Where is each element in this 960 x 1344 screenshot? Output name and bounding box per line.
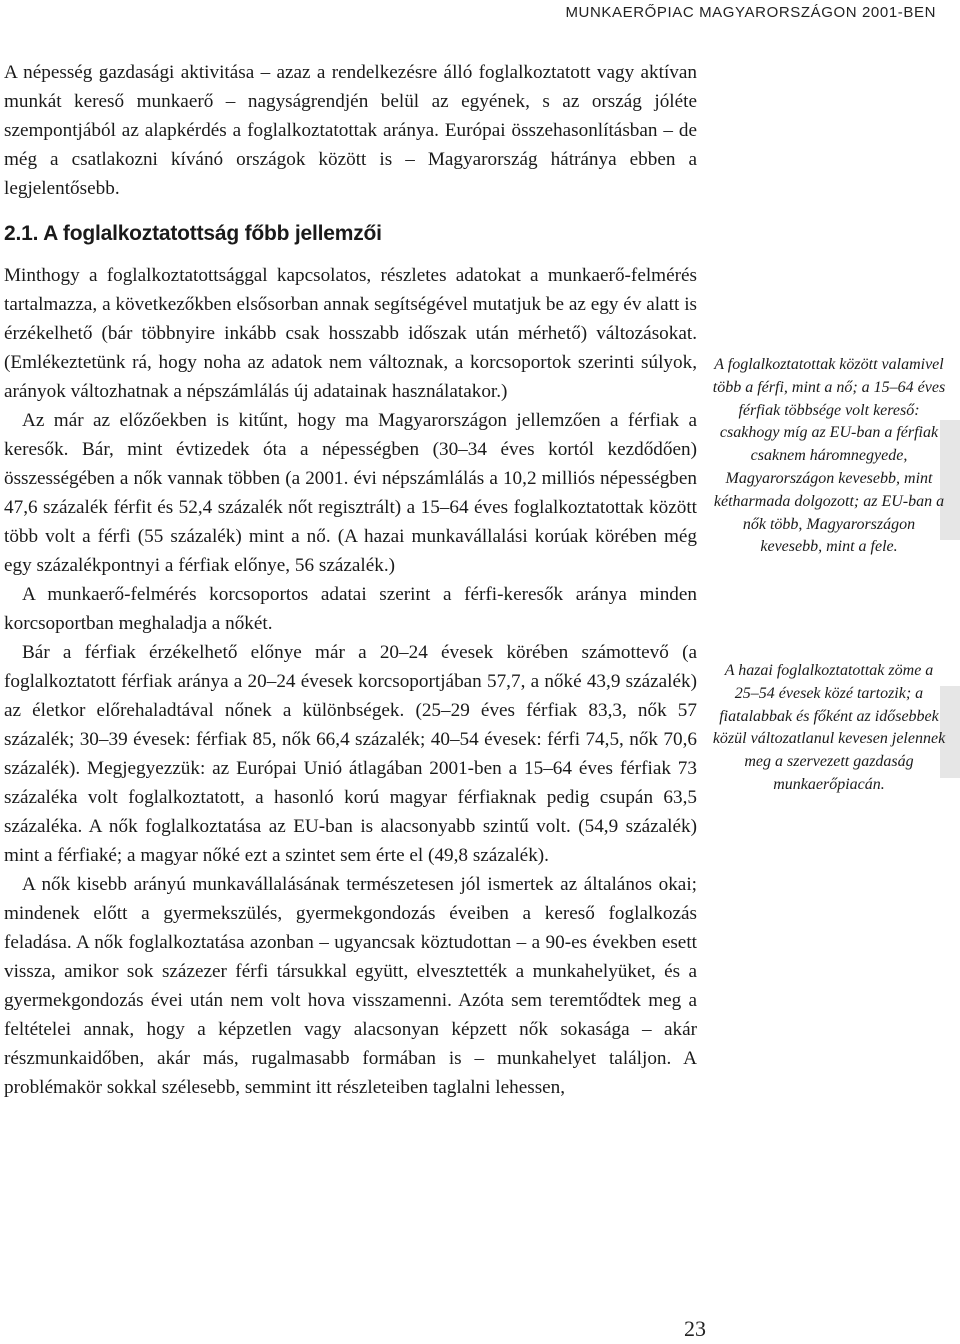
main-text-column <box>4 58 697 1102</box>
sidenote-2: A hazai foglalkoztatottak zöme a 25–54 évesek közé tartozik; a fiatalabbak és főként az idősebbek közül változatlanul kevesen jelennek meg a szervezett gazdaság munkaerőpiacán. <box>712 662 946 793</box>
section-heading: 2.1. A foglalkoztatottság főbb jellemzői <box>4 222 382 245</box>
page-number: 23 <box>684 1316 706 1341</box>
sidenote-1: A foglalkoztatottak között valamivel több a férfi, mint a nő; a 15–64 éves férfiak többsége volt kereső: csakhogy míg az EU-ban a férfiak csaknem háromnegyede, Magyarországon kevesebb, mint kétharmada dolgozott; az EU-ban a nők több, Magyarországon kevesebb, mint a fele. <box>712 356 946 556</box>
body-paragraph-5: A nők kisebb arányú munkavállalásának természetesen jól ismertek az általános okai; mindenek előtt a gyermekszülés, gyermekgondozás éveiben a kereső foglalkozás feladása. A nők foglalkoztatása azonban – ugyancsak köztudottan – a 90-es években esett vissza, amikor sok százezer férfi társukkal együtt, elvesztették a munkahelyüket, és a gyermekgondozás évei után nem volt hova visszamenni. Azóta sem teremtődtek meg a feltételei annak, hogy a képzetlen vagy alacsonyan képzett nők sokasága – akár részmunkaidőben, akár más, rugalmasabb formában is – munkahelyet találjon. A problémakör sokkal szélesebb, semmint itt részleteiben taglalni lehessen, <box>4 874 697 1098</box>
intro-paragraph: A népesség gazdasági aktivitása – azaz a rendelkezésre álló foglalkoztatott vagy aktívan munkát kereső munkaerő – nagyságrendjén belül az egyének, s az ország jóléte szempontjából az alapkérdés a foglalkoztatottak aránya. Európai összehasonlításban – de még a csatlakozni kívánó országok között is – Magyarország hátránya ebben a legjelentősebb. <box>4 62 697 199</box>
running-head: MUNKAERŐPIAC MAGYARORSZÁGON 2001-BEN <box>565 4 936 21</box>
body-paragraph-2: Az már az előzőekben is kitűnt, hogy ma Magyarországon jellemzően a férfiak a keresők. Bár, mint évtizedek óta a népességben (30–34 éves kortól kezdődően) összességében a nők vannak többen (a 2001. évi népszámlálás a 10,2 milliós népességben 47,6 százalék férfit és 52,4 százalék nőt regisztrált) a 15–64 éves foglalkoztatottak között több volt a férfi (55 százalék) mint a nő. (A hazai munkavállalási korúak körében még egy százalékpontnyi a férfiak előnye, 56 százalék.) <box>4 410 697 576</box>
body-paragraph-3: A munkaerő-felmérés korcsoportos adatai szerint a férfi-keresők aránya minden korcsoportban meghaladja a nőkét. <box>4 584 697 634</box>
body-paragraph-1: Minthogy a foglalkoztatottsággal kapcsolatos, részletes adatokat a munkaerő-felmérés tartalmazza, a következőkben elsősorban annak segítségével mutatjuk be az egy év alatt is érzékelhető (bár többnyire inkább csak hosszabb időszak után mérhető) változásokat. (Emlékeztetünk rá, hogy noha az adatok nem változnak, a korcsoportok szerinti súlyok, arányok változhatnak a népszámlálás új adatainak használatakor.) <box>4 265 697 402</box>
body-paragraph-4: Bár a férfiak érzékelhető előnye már a 20–24 évesek körében számottevő (a foglalkoztatott férfiak aránya a 20–24 évesek korcsoportjában 57,7, a nőké 43,9 százalék) az életkor előrehaladtával nőnek a különbségek. (25–29 éves férfiak 83,3, nők 57 százalék; 30–39 évesek: férfiak 85, nők 66,4 százalék; 40–54 évesek: férfi 74,5, nők 70,6 százalék). Megjegyezzük: az Európai Unió átlagában 2001-ben a 15–64 éves férfiak 73 százaléka volt foglalkoztatott, a hasonló korú magyar férfiaknak pedig csupán 63,5 százaléka. A nők foglalkoztatása az EU-ban is alacsonyabb szintű volt. (54,9 százalék) mint a férfiaké; a magyar nőké ezt a szintet sem érte el (49,8 százalék). <box>4 642 697 866</box>
